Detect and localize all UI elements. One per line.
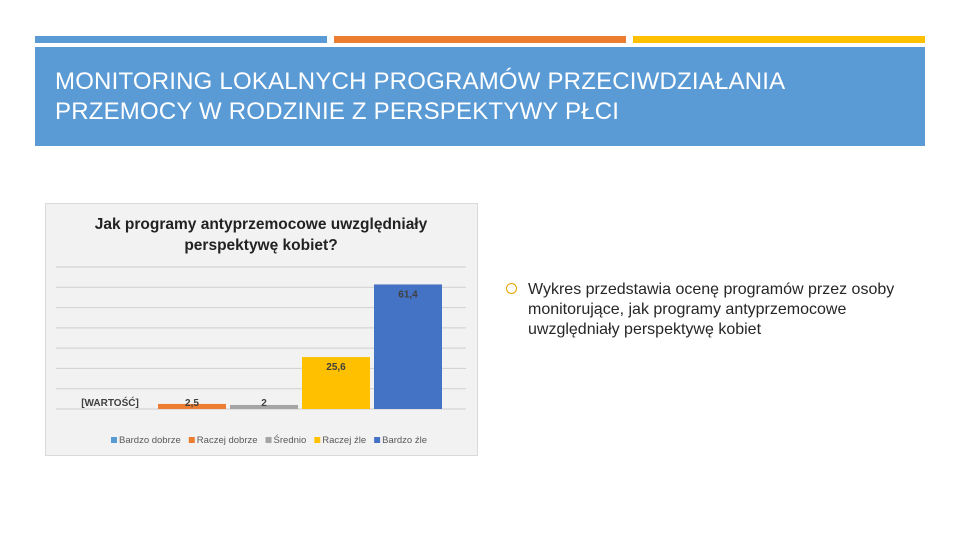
chart-frame (45, 203, 478, 456)
bullet-text: Wykres przedstawia ocenę programów przez osoby monitorujące, jak programy antyprzemocowe uwzględniały perspektywę kobiet (528, 281, 895, 338)
circle-bullet-icon (506, 283, 517, 294)
data-label-2: 2,5 (185, 398, 199, 409)
accent-stripe-orange (334, 36, 626, 43)
bar-chart (46, 204, 479, 457)
accent-stripe-blue (35, 36, 327, 43)
bar-5 (374, 284, 442, 409)
legend-swatch-2 (189, 437, 195, 443)
legend-swatch-4 (314, 437, 320, 443)
chart-title: Jak programy antyprzemocowe uwzględniały perspektywę kobiet? (94, 216, 428, 254)
legend-label-4: Raczej źle (322, 435, 367, 446)
data-label-1: [WARTOŚĆ] (81, 398, 139, 409)
legend-swatch-1 (111, 437, 117, 443)
accent-stripe-yellow (633, 36, 925, 43)
legend-label-3: Średnio (273, 435, 307, 446)
legend-label-1: Bardzo dobrze (119, 435, 181, 446)
legend-label-5: Bardzo źle (382, 435, 427, 446)
data-label-4: 25,6 (326, 362, 346, 374)
legend-swatch-3 (266, 437, 272, 443)
slide-title: MONITORING LOKALNYCH PROGRAMÓW PRZECIWDZIAŁANIA PRZEMOCY W RODZINIE Z PERSPEKTYWY PŁCI (55, 68, 785, 125)
legend-label-2: Raczej dobrze (196, 435, 258, 446)
title-band (35, 47, 925, 146)
data-label-3: 2 (261, 398, 267, 409)
data-label-5: 61,4 (398, 289, 418, 301)
legend-swatch-5 (374, 437, 380, 443)
